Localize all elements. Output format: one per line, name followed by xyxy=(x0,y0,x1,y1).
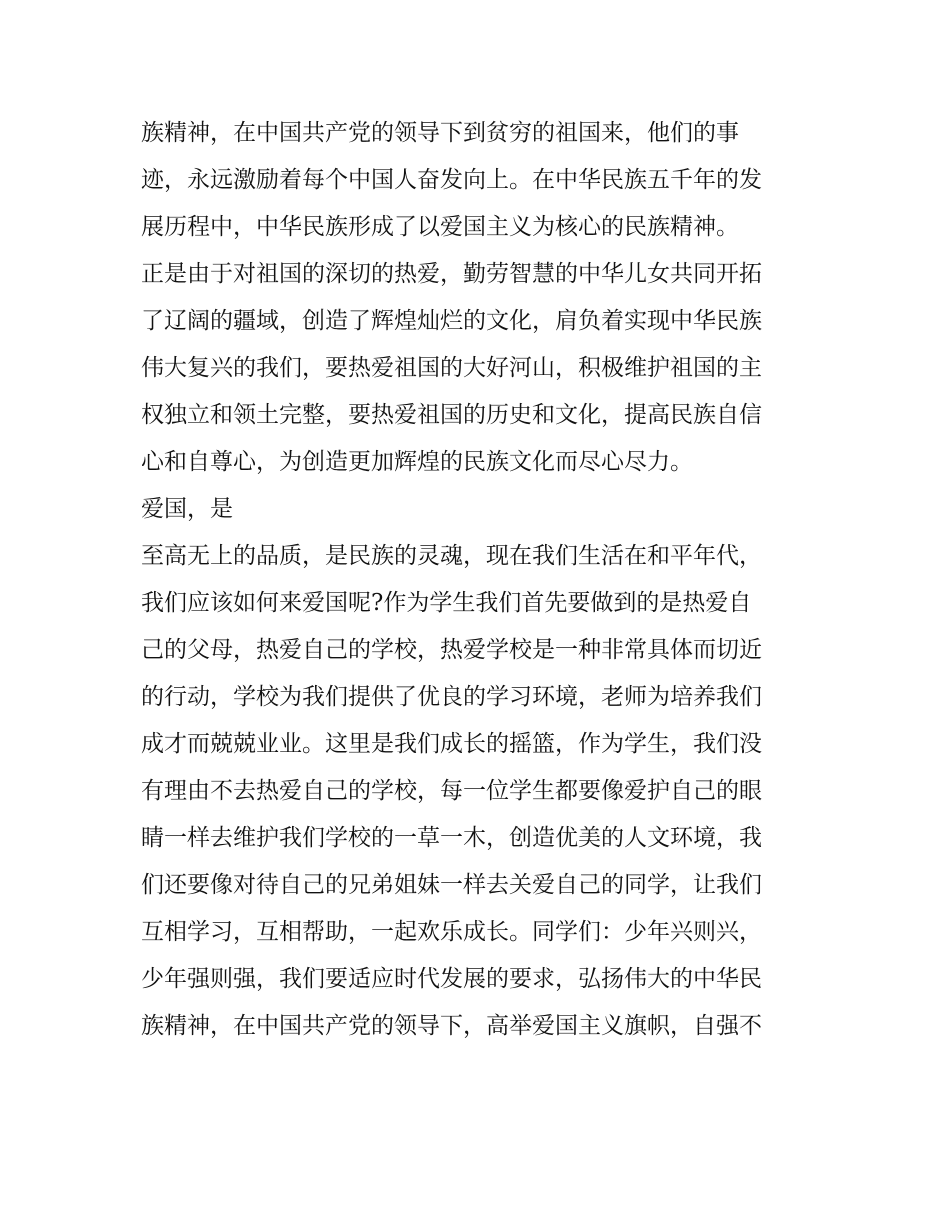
text-line: 心和自尊心，为创造更加辉煌的民族文化而尽心尽力。 xyxy=(141,449,693,475)
body-text xyxy=(141,110,821,1050)
text-line: 迹，永远激励着每个中国人奋发向上。在中华民族五千年的发 xyxy=(141,167,762,193)
text-line: 族精神，在中国共产党的领导下到贫穷的祖国来，他们的事 xyxy=(141,120,739,146)
text-line: 的行动，学校为我们提供了优良的学习环境，老师为培养我们 xyxy=(141,684,762,710)
text-line: 至高无上的品质，是民族的灵魂，现在我们生活在和平年代， xyxy=(141,543,762,569)
text-line: 有理由不去热爱自己的学校，每一位学生都要像爱护自己的眼 xyxy=(141,778,762,804)
text-line: 伟大复兴的我们，要热爱祖国的大好河山，积极维护祖国的主 xyxy=(141,355,762,381)
text-line: 权独立和领土完整，要热爱祖国的历史和文化，提高民族自信 xyxy=(141,402,762,428)
text-line: 爱国，是 xyxy=(141,496,233,522)
text-line: 睛一样去维护我们学校的一草一木，创造优美的人文环境，我 xyxy=(141,825,762,851)
text-line: 了辽阔的疆域，创造了辉煌灿烂的文化，肩负着实现中华民族 xyxy=(141,308,762,334)
text-line: 少年强则强，我们要适应时代发展的要求，弘扬伟大的中华民 xyxy=(141,966,762,992)
text-line: 我们应该如何来爱国呢?作为学生我们首先要做到的是热爱自 xyxy=(141,590,752,616)
text-line: 们还要像对待自己的兄弟姐妹一样去关爱自己的同学，让我们 xyxy=(141,872,762,898)
text-line: 成才而兢兢业业。这里是我们成长的摇篮，作为学生，我们没 xyxy=(141,731,762,757)
text-line: 己的父母，热爱自己的学校，热爱学校是一种非常具体而切近 xyxy=(141,637,762,663)
text-line: 正是由于对祖国的深切的热爱，勤劳智慧的中华儿女共同开拓 xyxy=(141,261,762,287)
text-line: 展历程中，中华民族形成了以爱国主义为核心的民族精神。 xyxy=(141,214,739,240)
text-line: 族精神，在中国共产党的领导下，高举爱国主义旗帜，自强不 xyxy=(141,1013,762,1039)
text-line: 互相学习，互相帮助，一起欢乐成长。同学们：少年兴则兴， xyxy=(141,919,762,945)
